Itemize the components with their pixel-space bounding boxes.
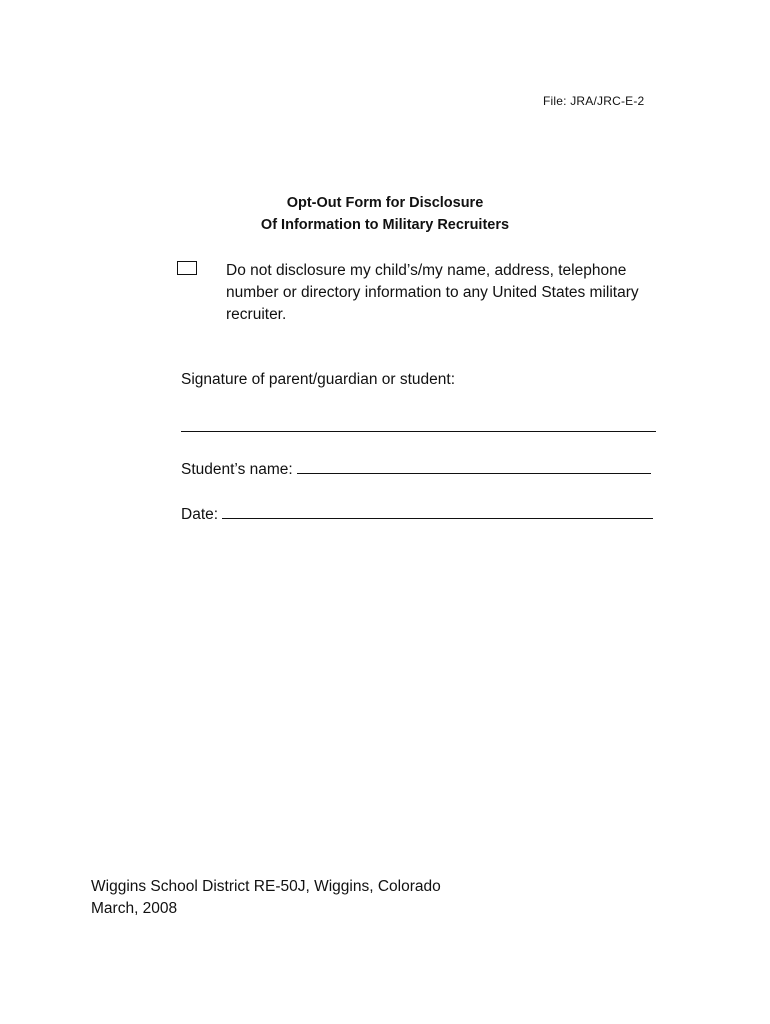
footer-district: Wiggins School District RE-50J, Wiggins, Colorado — [91, 878, 441, 895]
footer-date: March, 2008 — [91, 900, 178, 917]
signature-label: Signature of parent/guardian or student: — [181, 371, 456, 388]
student-name-label: Student’s name: — [181, 461, 298, 478]
form-title-line-2: Of Information to Military Recruiters — [260, 217, 510, 233]
date-label: Date: — [181, 506, 223, 523]
opt-out-statement: Do not disclosure my child’s/my name, address, telephone number or directory information to any United States military recruiter. — [226, 262, 639, 323]
signature-line[interactable] — [181, 415, 656, 432]
date-row — [181, 504, 653, 524]
file-reference: File: JRA/JRC-E-2 — [543, 94, 645, 108]
opt-out-checkbox[interactable] — [177, 261, 197, 275]
date-line[interactable] — [222, 504, 653, 519]
form-title-line-1: Opt-Out Form for Disclosure — [286, 195, 484, 211]
student-name-row — [181, 459, 651, 479]
student-name-line[interactable] — [297, 459, 651, 474]
